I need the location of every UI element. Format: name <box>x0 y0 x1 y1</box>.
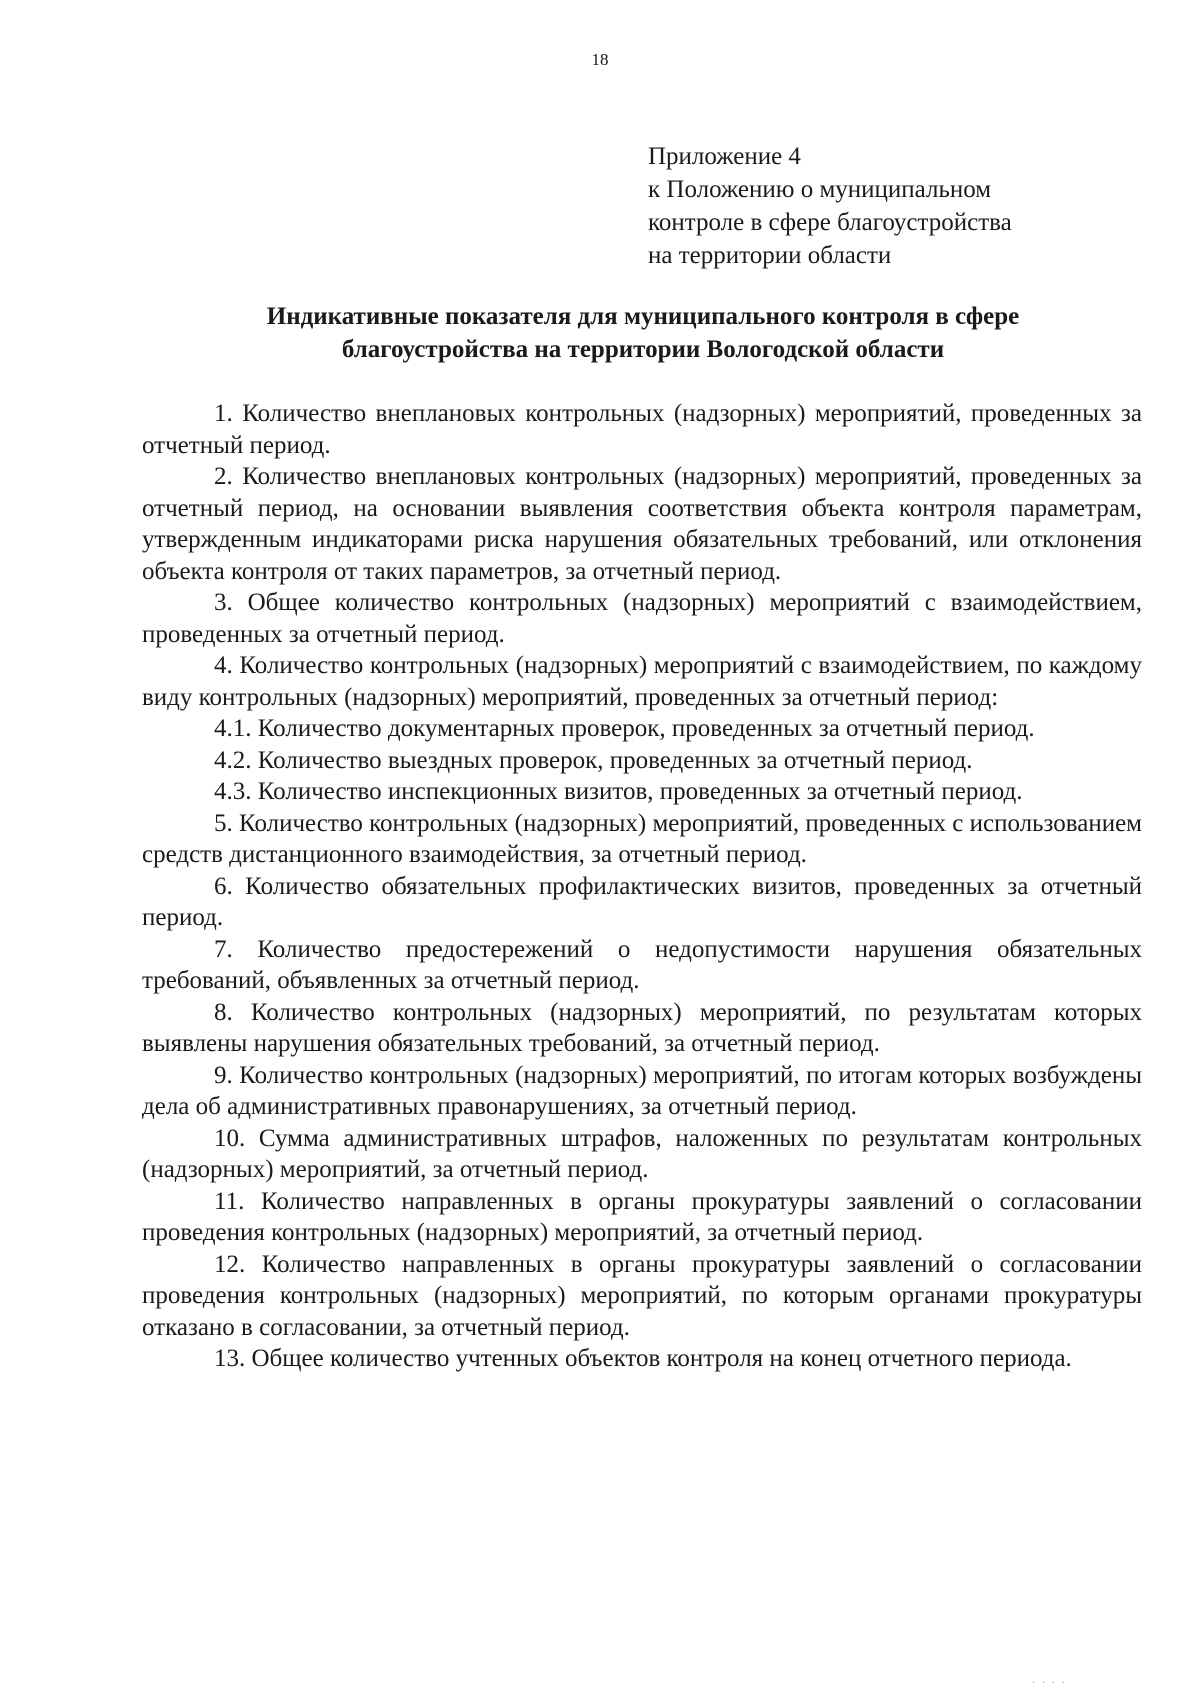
list-item: 13. Общее количество учтенных объектов контроля на конец отчетного периода. <box>214 1345 1072 1372</box>
list-item: 1. Количество внеплановых контрольных (надзорных) мероприятий, проведенных за отчетный период. <box>142 400 1142 459</box>
list-item: 10. Сумма административных штрафов, наложенных по результатам контрольных (надзорных) мероприятий, за отчетный период. <box>142 1124 1142 1183</box>
scan-artifact: · · · · <box>1032 1678 1067 1689</box>
list-item: 4.2. Количество выездных проверок, проведенных за отчетный период. <box>214 746 973 774</box>
list-item: 3. Общее количество контрольных (надзорных) мероприятий с взаимодействием, проведенных за отчетный период. <box>142 589 1142 648</box>
list-item: 6. Количество обязательных профилактических визитов, проведенных за отчетный период. <box>142 872 1142 931</box>
list-item: 4. Количество контрольных (надзорных) мероприятий с взаимодействием, по каждому виду контрольных (надзорных) мероприятий, проведенных за отчетный период: <box>142 652 1142 711</box>
annex-line-4: на территории области <box>648 242 892 269</box>
annex-header <box>648 140 1108 272</box>
list-item: 4.1. Количество документарных проверок, проведенных за отчетный период. <box>214 715 1035 742</box>
list-item: 11. Количество направленных в органы прокуратуры заявлений о согласовании проведения контрольных (надзорных) мероприятий, за отчетный период. <box>142 1187 1142 1246</box>
indicator-list <box>142 398 1142 1375</box>
list-item: 2. Количество внеплановых контрольных (надзорных) мероприятий, проведенных за отчетный период, на основании выявления соответствия объекта контроля параметрам, утвержденным индикаторами риска нарушения обязательных требований, или отклонения объекта контроля от таких параметров, за отчетный период. <box>142 463 1142 585</box>
list-item: 9. Количество контрольных (надзорных) мероприятий, по итогам которых возбуждены дела об административных правонарушениях, за отчетный период. <box>142 1061 1142 1120</box>
annex-line-3: контроле в сфере благоустройства <box>648 209 1012 236</box>
page-number: 18 <box>591 50 609 69</box>
list-item: 7. Количество предостережений о недопустимости нарушения обязательных требований, объявленных за отчетный период. <box>142 935 1142 994</box>
list-item: 8. Количество контрольных (надзорных) мероприятий, по результатам которых выявлены нарушения обязательных требований, за отчетный период. <box>142 998 1142 1057</box>
document-title <box>142 300 1144 366</box>
list-item: 12. Количество направленных в органы прокуратуры заявлений о согласовании проведения контрольных (надзорных) мероприятий, по которым органами прокуратуры отказано в согласовании, за отчетный период. <box>142 1250 1142 1341</box>
list-item: 4.3. Количество инспекционных визитов, проведенных за отчетный период. <box>214 778 1023 805</box>
annex-line-2: к Положению о муниципальном <box>648 176 992 203</box>
annex-line-1: Приложение 4 <box>648 143 801 170</box>
title-line-2: благоустройства на территории Вологодской области <box>341 336 945 363</box>
list-item: 5. Количество контрольных (надзорных) мероприятий, проведенных с использованием средств дистанционного взаимодействия, за отчетный период. <box>142 809 1142 868</box>
title-line-1: Индикативные показателя для муниципального контроля в сфере <box>266 303 1020 330</box>
